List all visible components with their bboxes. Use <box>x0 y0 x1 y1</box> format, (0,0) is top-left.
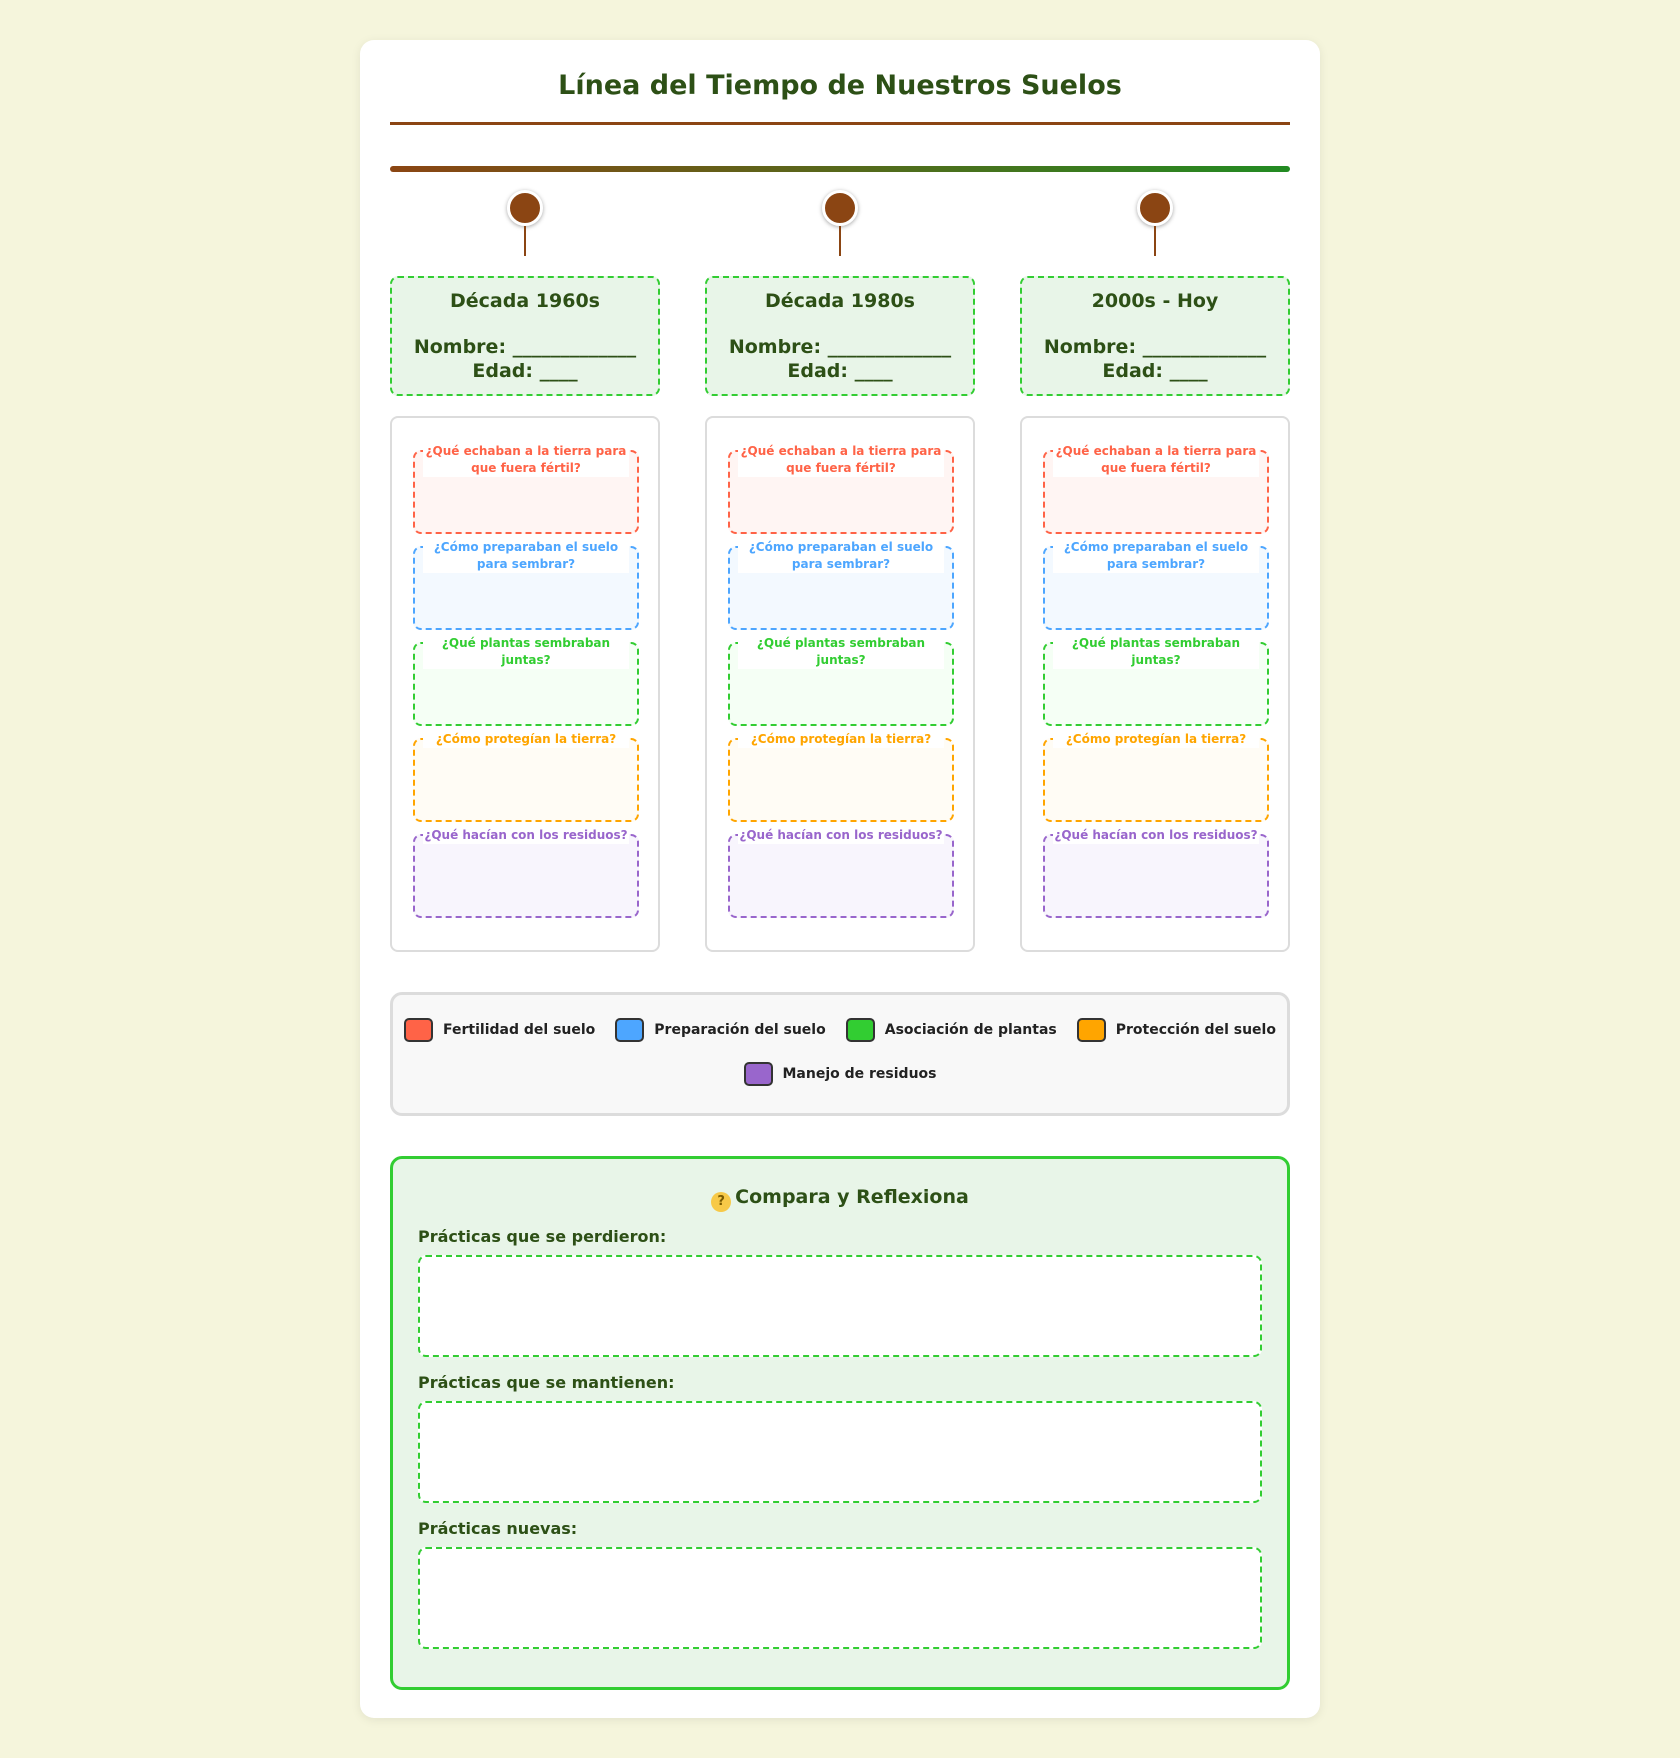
page-title: Línea del Tiempo de Nuestros Suelos <box>558 70 1122 101</box>
timeline-connector <box>1154 226 1156 256</box>
era-header-box <box>705 276 975 396</box>
questions-panel <box>390 416 660 952</box>
legend-swatch <box>1077 1018 1106 1042</box>
color-legend <box>390 992 1290 1116</box>
kept-practices-label: Prácticas que se mantienen: <box>418 1373 675 1392</box>
legend-swatch <box>744 1062 773 1086</box>
new-practices-label: Prácticas nuevas: <box>418 1519 578 1538</box>
question-label: ¿Qué hacían con los residuos? <box>1054 828 1258 842</box>
interviewee-info <box>392 335 658 383</box>
answer-box-fertility[interactable] <box>1043 444 1269 534</box>
answer-box-preparation[interactable] <box>1043 540 1269 630</box>
legend-item-preparation <box>615 1018 825 1042</box>
interviewee-name-field[interactable]: Nombre: _____________ <box>413 336 637 358</box>
question-label: ¿Qué plantas sembraban juntas? <box>738 635 944 669</box>
timeline-marker <box>822 190 858 226</box>
legend-swatch <box>404 1018 433 1042</box>
reflection-title: Compara y Reflexiona <box>735 1186 969 1208</box>
interviewee-age-field[interactable]: Edad: ____ <box>1102 360 1208 382</box>
question-label: ¿Qué plantas sembraban juntas? <box>423 635 629 669</box>
interviewee-age-field[interactable]: Edad: ____ <box>787 360 893 382</box>
legend-item-protection <box>1077 1018 1276 1042</box>
era-title: 2000s - Hoy <box>1091 290 1219 312</box>
answer-box-fertility[interactable] <box>728 444 954 534</box>
legend-item-residues <box>744 1062 937 1086</box>
legend-item-companion-plants <box>846 1018 1057 1042</box>
lost-practices-label: Prácticas que se perdieron: <box>418 1227 667 1246</box>
reflection-section <box>390 1156 1290 1690</box>
era-header-box <box>390 276 660 396</box>
timeline-connector <box>524 226 526 256</box>
legend-label: Manejo de residuos <box>782 1066 937 1082</box>
answer-box-preparation[interactable] <box>728 540 954 630</box>
legend-swatch <box>615 1018 644 1042</box>
answer-box-fertility[interactable] <box>413 444 639 534</box>
reflection-heading <box>393 1186 1287 1212</box>
era-title: Década 1960s <box>450 290 600 312</box>
answer-box-protection[interactable] <box>1043 732 1269 822</box>
question-label: ¿Cómo preparaban el suelo para sembrar? <box>423 539 629 573</box>
lost-practices-answer-box[interactable] <box>418 1255 1262 1357</box>
interviewee-age-field[interactable]: Edad: ____ <box>472 360 578 382</box>
interviewee-info <box>707 335 973 383</box>
question-label: ¿Cómo preparaban el suelo para sembrar? <box>1053 539 1259 573</box>
interviewee-info <box>1022 335 1288 383</box>
question-label: ¿Cómo protegían la tierra? <box>738 731 944 748</box>
question-label: ¿Qué echaban a la tierra para que fuera fértil? <box>738 443 944 477</box>
era-title: Década 1980s <box>765 290 915 312</box>
answer-box-residues[interactable] <box>413 828 639 918</box>
answer-box-companion-plants[interactable] <box>413 636 639 726</box>
answer-box-preparation[interactable] <box>413 540 639 630</box>
question-label: ¿Cómo protegían la tierra? <box>1053 731 1259 748</box>
answer-box-protection[interactable] <box>413 732 639 822</box>
interviewee-name-field[interactable]: Nombre: _____________ <box>728 336 952 358</box>
legend-row <box>393 1062 1287 1086</box>
question-label: ¿Qué echaban a la tierra para que fuera fértil? <box>423 443 629 477</box>
new-practices-answer-box[interactable] <box>418 1547 1262 1649</box>
kept-practices-answer-box[interactable] <box>418 1401 1262 1503</box>
answer-box-companion-plants[interactable] <box>728 636 954 726</box>
timeline-bar <box>390 166 1290 172</box>
question-label: ¿Qué hacían con los residuos? <box>424 828 628 842</box>
worksheet-card <box>360 40 1320 1718</box>
question-label: ¿Qué hacían con los residuos? <box>739 828 943 842</box>
questions-panel <box>1020 416 1290 952</box>
thinking-face-icon: ? <box>711 1192 731 1212</box>
legend-label: Fertilidad del suelo <box>443 1022 596 1038</box>
answer-box-residues[interactable] <box>728 828 954 918</box>
question-label: ¿Qué plantas sembraban juntas? <box>1053 635 1259 669</box>
legend-swatch <box>846 1018 875 1042</box>
answer-box-companion-plants[interactable] <box>1043 636 1269 726</box>
legend-label: Preparación del suelo <box>654 1022 826 1038</box>
timeline-marker <box>1137 190 1173 226</box>
timeline-connector <box>839 226 841 256</box>
legend-label: Protección del suelo <box>1115 1022 1276 1038</box>
legend-label: Asociación de plantas <box>884 1022 1057 1038</box>
answer-box-protection[interactable] <box>728 732 954 822</box>
era-header-box <box>1020 276 1290 396</box>
legend-row <box>393 1018 1287 1042</box>
timeline-marker <box>507 190 543 226</box>
question-label: ¿Qué echaban a la tierra para que fuera fértil? <box>1053 443 1259 477</box>
question-label: ¿Cómo protegían la tierra? <box>423 731 629 748</box>
questions-panel <box>705 416 975 952</box>
question-label: ¿Cómo preparaban el suelo para sembrar? <box>738 539 944 573</box>
interviewee-name-field[interactable]: Nombre: _____________ <box>1043 336 1267 358</box>
title-divider <box>390 122 1290 125</box>
answer-box-residues[interactable] <box>1043 828 1269 918</box>
legend-item-fertility <box>404 1018 595 1042</box>
